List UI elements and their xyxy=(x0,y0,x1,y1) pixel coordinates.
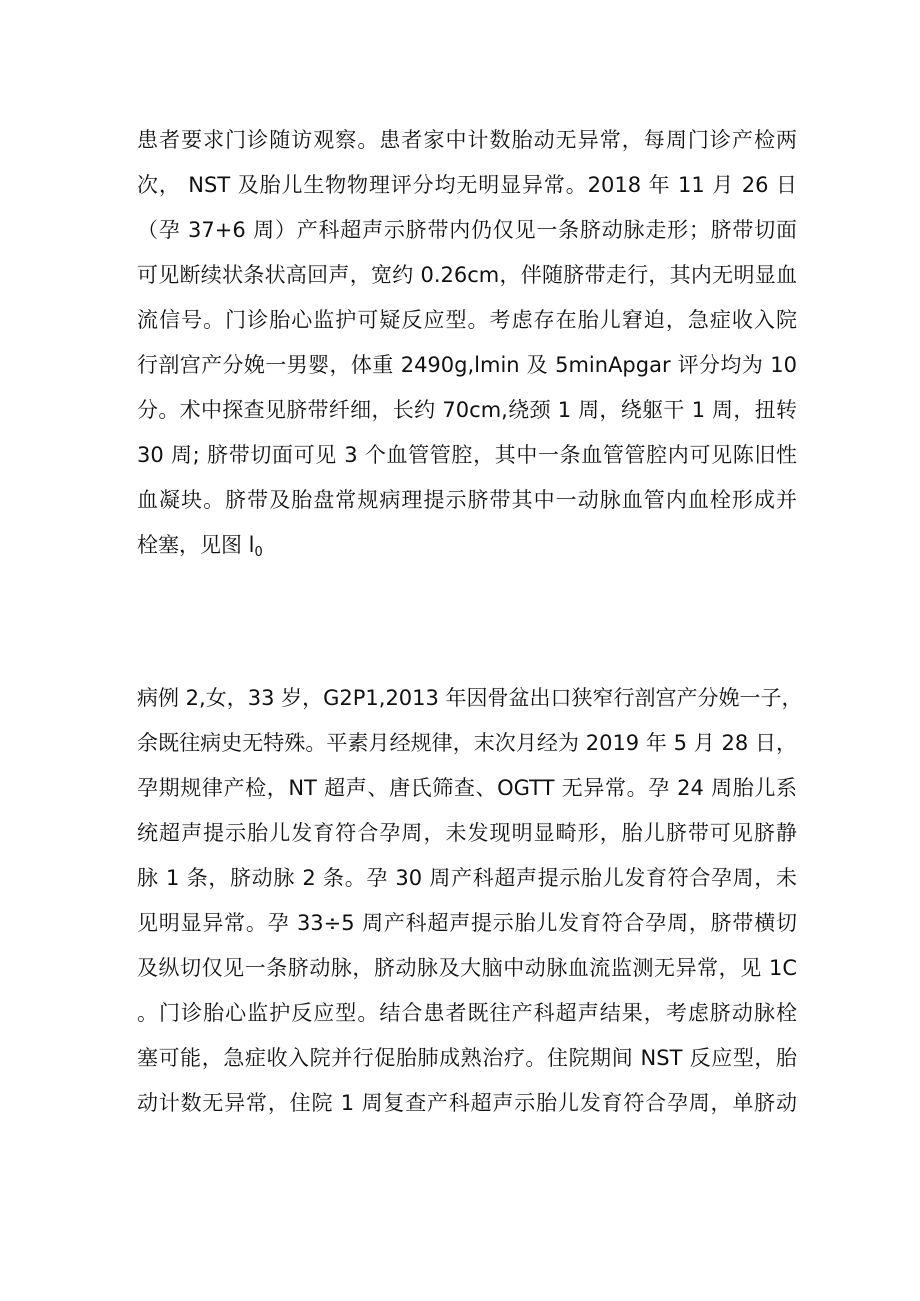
text-line: 孕期规律产检，NT 超声、唐氏筛查、OGTT 无异常。孕 24 周胎儿系 xyxy=(137,776,797,800)
text-line: 及纵切仅见一条脐动脉，脐动脉及大脑中动脉血流监测无异常，见 1C xyxy=(137,956,797,980)
figure-reference-text: 栓塞，见图 l xyxy=(137,533,255,557)
paragraph-case-2 xyxy=(137,676,803,1126)
text-line: 见明显异常。孕 33÷5 周产科超声提示胎儿发育符合孕周，脐带横切 xyxy=(137,911,797,935)
text-line: 血凝块。脐带及胎盘常规病理提示脐带其中一动脉血管内血栓形成并 xyxy=(137,488,797,512)
text-line: （孕 37+6 周）产科超声示脐带内仍仅见一条脐动脉走形；脐带切面 xyxy=(137,218,797,242)
paragraph-case-1 xyxy=(137,118,797,568)
text-line: 动计数无异常，住院 1 周复查产科超声示胎儿发育符合孕周，单脐动 xyxy=(137,1091,797,1115)
figure-reference-subscript: 0 xyxy=(254,545,263,560)
text-line: 流信号。门诊胎心监护可疑反应型。考虑存在胎儿窘迫，急症收入院 xyxy=(137,308,797,332)
text-line: 。门诊胎心监护反应型。结合患者既往产科超声结果，考虑脐动脉栓 xyxy=(137,1001,797,1025)
text-line: 统超声提示胎儿发育符合孕周，未发现明显畸形，胎儿脐带可见脐静 xyxy=(137,821,797,845)
text-line: 余既往病史无特殊。平素月经规律，末次月经为 2019 年 5 月 28 日， xyxy=(137,731,797,755)
text-line: 分。术中探查见脐带纤细，长约 70cm,绕颈 1 周，绕躯干 1 周，扭转 xyxy=(137,398,797,422)
text-line: 塞可能，急症收入院并行促胎肺成熟治疗。住院期间 NST 反应型，胎 xyxy=(137,1046,797,1070)
text-line-last xyxy=(137,523,797,568)
text-line: 次， NST 及胎儿生物物理评分均无明显异常。2018 年 11 月 26 日 xyxy=(137,173,797,197)
text-line: 可见断续状条状高回声，宽约 0.26cm，伴随脐带走行，其内无明显血 xyxy=(137,263,797,287)
text-line: 病例 2,女，33 岁，G2P1,2013 年因骨盆出口狭窄行剖宫产分娩一子， xyxy=(137,686,803,710)
text-line: 行剖宫产分娩一男婴，体重 2490g,lmin 及 5minApgar 评分均为 10 xyxy=(137,353,797,377)
text-line: 患者要求门诊随访观察。患者家中计数胎动无异常，每周门诊产检两 xyxy=(137,128,797,152)
text-line: 脉 1 条，脐动脉 2 条。孕 30 周产科超声提示胎儿发育符合孕周，未 xyxy=(137,866,797,890)
text-line: 30 周; 脐带切面可见 3 个血管管腔，其中一条血管管腔内可见陈旧性 xyxy=(137,443,797,467)
